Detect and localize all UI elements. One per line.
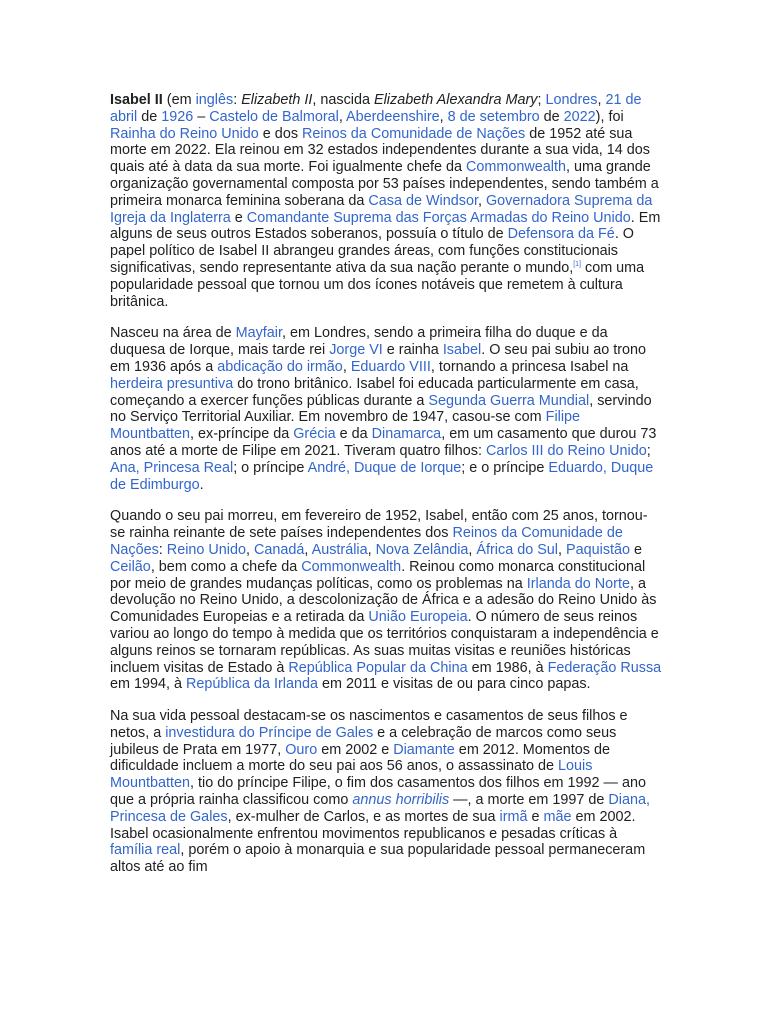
article-link[interactable]: Louis Mountbatten <box>110 758 593 792</box>
article-link[interactable]: irmã <box>499 808 528 825</box>
article-subject-name: Isabel II <box>110 92 163 108</box>
text-run: , <box>558 541 567 558</box>
text-run: em 1994, à <box>110 676 187 693</box>
article-paragraph <box>110 508 662 693</box>
article-link[interactable]: abdicação do irmão <box>217 358 343 375</box>
article-link[interactable]: Aberdeenshire <box>346 108 440 125</box>
article-link[interactable]: Irlanda do Norte <box>526 575 630 592</box>
article-link[interactable]: Filipe Mountbatten <box>110 409 581 443</box>
text-run: Elizabeth II <box>241 92 313 108</box>
text-run: , <box>338 108 347 125</box>
text-run: , ex-príncipe da <box>190 426 294 443</box>
text-run: ; <box>646 442 651 459</box>
article-link[interactable]: Reinos da Comunidade de Nações <box>302 125 526 142</box>
text-run: . O papel político de Isabel II abrangeu grandes áreas, com funções constitucionais significativas, sendo representante ativa da sua nação perante o mundo, <box>110 226 635 276</box>
article-link[interactable]: investidura do Príncipe de Gales <box>165 724 374 741</box>
article-link[interactable]: Castelo de Balmoral <box>209 108 339 125</box>
text-run: , em um casamento que durou 73 anos até a morte de Filipe em 2021. Tiveram quatro filhos: <box>110 426 657 459</box>
text-run: , tornando a princesa Isabel na <box>430 358 629 375</box>
text-run: e da <box>335 426 372 443</box>
article-link[interactable]: Rainha do Reino Unido <box>110 125 259 142</box>
article-link[interactable]: família real <box>110 842 181 859</box>
article-link[interactable]: Dinamarca <box>371 426 442 443</box>
text-run: , <box>477 192 486 209</box>
text-run: , <box>304 541 312 558</box>
text-run: e <box>230 209 247 226</box>
text-run: , <box>246 541 254 558</box>
text-run: , nascida <box>312 92 374 108</box>
text-run: . <box>199 476 204 493</box>
article-link[interactable]: Jorge VI <box>329 342 383 359</box>
article-link[interactable]: Diamante <box>393 741 455 758</box>
text-run: , <box>439 108 448 125</box>
article-link[interactable]: República da Irlanda <box>186 676 319 693</box>
article-link[interactable]: Commonwealth <box>466 159 566 176</box>
article-link[interactable]: Mayfair <box>235 325 282 342</box>
text-run: Quando o seu pai morreu, em fevereiro de 1952, Isabel, então com 25 anos, tornou-se rainha reinante de sete países independentes dos <box>110 508 648 542</box>
text-run: e <box>527 808 544 825</box>
text-run: Nasceu na área de <box>110 325 236 342</box>
text-run: em 1986, à <box>467 659 548 676</box>
text-run: : <box>158 541 167 558</box>
article-body <box>110 92 662 891</box>
text-run: , ex-mulher de Carlos, e as mortes de sua <box>227 808 500 825</box>
text-run: e <box>630 541 643 558</box>
article-link[interactable]: Comandante Suprema das Forças Armadas do Reino Unido <box>246 209 631 226</box>
text-run: – <box>193 108 210 125</box>
text-run: . O seu pai subiu ao trono em 1936 após a <box>110 342 647 375</box>
text-run: em 2012. Momentos de dificuldade incluem a morte do seu pai aos 56 anos, o assassinato de <box>110 741 610 775</box>
text-run: ; <box>537 92 546 108</box>
article-link[interactable]: inglês <box>195 92 234 108</box>
citation-superscript <box>573 261 581 268</box>
article-link[interactable]: Paquistão <box>566 541 631 558</box>
article-link[interactable]: Eduardo VIII <box>350 358 431 375</box>
text-run: , <box>367 541 376 558</box>
article-link[interactable]: Ceilão <box>110 558 151 575</box>
text-run: : <box>233 92 242 108</box>
text-run: . Em alguns de seus outros Estados soberanos, possuía o título de <box>110 209 661 243</box>
text-run: em 2011 e visitas de ou para cinco papas. <box>318 676 591 693</box>
text-run: e dos <box>258 125 303 142</box>
text-run: —, a morte em 1997 de <box>449 792 609 809</box>
text-run: ; e o príncipe <box>461 459 549 476</box>
text-run: e a celebração de marcos como seus jubileus de Prata em 1977, <box>110 724 617 758</box>
article-link[interactable]: herdeira presuntiva <box>110 375 234 392</box>
text-run: de <box>137 108 162 125</box>
article-link[interactable]: Isabel <box>442 342 482 359</box>
article-link[interactable]: Ana, Princesa Real <box>110 459 234 476</box>
text-run: , em Londres, sendo a primeira filha do duque e da duquesa de Iorque, mais tarde rei <box>110 325 608 359</box>
article-link[interactable]: Governadora Suprema da Igreja da Inglaterra <box>110 192 653 226</box>
text-run: Elizabeth Alexandra Mary <box>374 92 538 108</box>
article-paragraph <box>110 708 662 876</box>
article-paragraph <box>110 92 662 310</box>
article-link[interactable]: Casa de Windsor <box>368 192 478 209</box>
article-link[interactable]: annus horribilis <box>352 792 450 809</box>
reference-link[interactable]: [1] <box>573 261 581 269</box>
text-run: de 1952 até sua morte em 2022. Ela reinou em 32 estados independentes durante a sua vida, 14 dos quais até à data da sua morte. Foi igualmente chefe da <box>110 125 651 176</box>
article-link[interactable]: Commonwealth <box>301 558 402 575</box>
article-link[interactable]: República Popular da China <box>288 659 468 676</box>
article-link[interactable]: Austrália <box>311 541 368 558</box>
article-link[interactable]: Federação Russa <box>547 659 662 676</box>
article-link[interactable]: Defensora da Fé <box>507 226 615 243</box>
article-link[interactable]: 1926 <box>161 108 194 125</box>
text-run: , tio do príncipe Filipe, o fim dos casamentos dos filhos em 1992 — ano que a própria rainha classificou como <box>110 775 646 809</box>
article-link[interactable]: mãe <box>543 808 572 825</box>
article-link[interactable]: Grécia <box>293 426 336 443</box>
text-run: , porém o apoio à monarquia e sua popularidade pessoal permaneceram altos até ao fim <box>110 842 646 876</box>
text-run: Na sua vida pessoal destacam-se os nascimentos e casamentos de seus filhos e netos, a <box>110 708 628 741</box>
article-paragraph <box>110 325 662 493</box>
article-link[interactable]: Reinos da Comunidade de Nações <box>110 525 623 558</box>
text-run: . Reinou como monarca constitucional por meio de grandes mudanças políticas, como os problemas na <box>110 558 646 592</box>
text-run: ; o príncipe <box>233 459 308 476</box>
article-link[interactable]: 8 de setembro <box>447 108 540 125</box>
text-run: com uma popularidade pessoal que tornou um dos ícones notáveis que remetem à cultura britânica. <box>110 259 645 310</box>
article-link[interactable]: Eduardo, Duque de Edimburgo <box>110 459 654 493</box>
article-link[interactable]: Reino Unido <box>166 541 246 558</box>
text-run: em 2002. Isabel ocasionalmente enfrentou movimentos republicanos e pesadas críticas à <box>110 808 636 842</box>
article-link[interactable]: Londres <box>545 92 598 108</box>
text-run: , <box>468 541 477 558</box>
article-link[interactable]: União Europeia <box>368 609 468 626</box>
article-link[interactable]: 21 de abril <box>110 92 642 125</box>
text-run: . O número de seus reinos variou ao longo do tempo à medida que os territórios conquistaram a independência e alguns reinos se tornaram repúblicas. As suas muitas visitas e reuniões históricas incluem visitas de Estado à <box>110 609 659 676</box>
article-link[interactable]: André, Duque de Iorque <box>307 459 462 476</box>
article-link[interactable]: Canadá <box>254 541 305 558</box>
article-link[interactable]: Diana, Princesa de Gales <box>110 792 650 825</box>
article-link[interactable]: Carlos III do Reino Unido <box>485 442 647 459</box>
text-run: , a devolução no Reino Unido, a descolonização de África e a adesão do Reino Unido às Comunidades Europeias e a retirada da <box>110 575 657 626</box>
text-run: , bem como a chefe da <box>150 558 302 575</box>
article-link[interactable]: África do Sul <box>476 541 559 558</box>
text-run: , <box>597 92 606 108</box>
article-link[interactable]: Segunda Guerra Mundial <box>428 392 590 409</box>
text-run: (em <box>162 92 196 108</box>
text-run: de <box>539 108 564 125</box>
text-run: , <box>342 358 351 375</box>
article-link[interactable]: Nova Zelândia <box>375 541 469 558</box>
text-run: , uma grande organização governamental composta por 53 países independentes, sendo também a primeira monarca feminina soberana da <box>110 159 659 209</box>
text-run: em 2002 e <box>317 741 394 758</box>
article-link[interactable]: Ouro <box>285 741 318 758</box>
text-run: e rainha <box>382 342 443 359</box>
text-run: , servindo no Serviço Territorial Auxiliar. Em novembro de 1947, casou-se com <box>110 392 652 426</box>
article-link[interactable]: 2022 <box>563 108 596 125</box>
text-run: do trono britânico. Isabel foi educada particularmente em casa, começando a exercer funções públicas durante a <box>110 375 639 409</box>
text-run: ), foi <box>595 108 624 125</box>
